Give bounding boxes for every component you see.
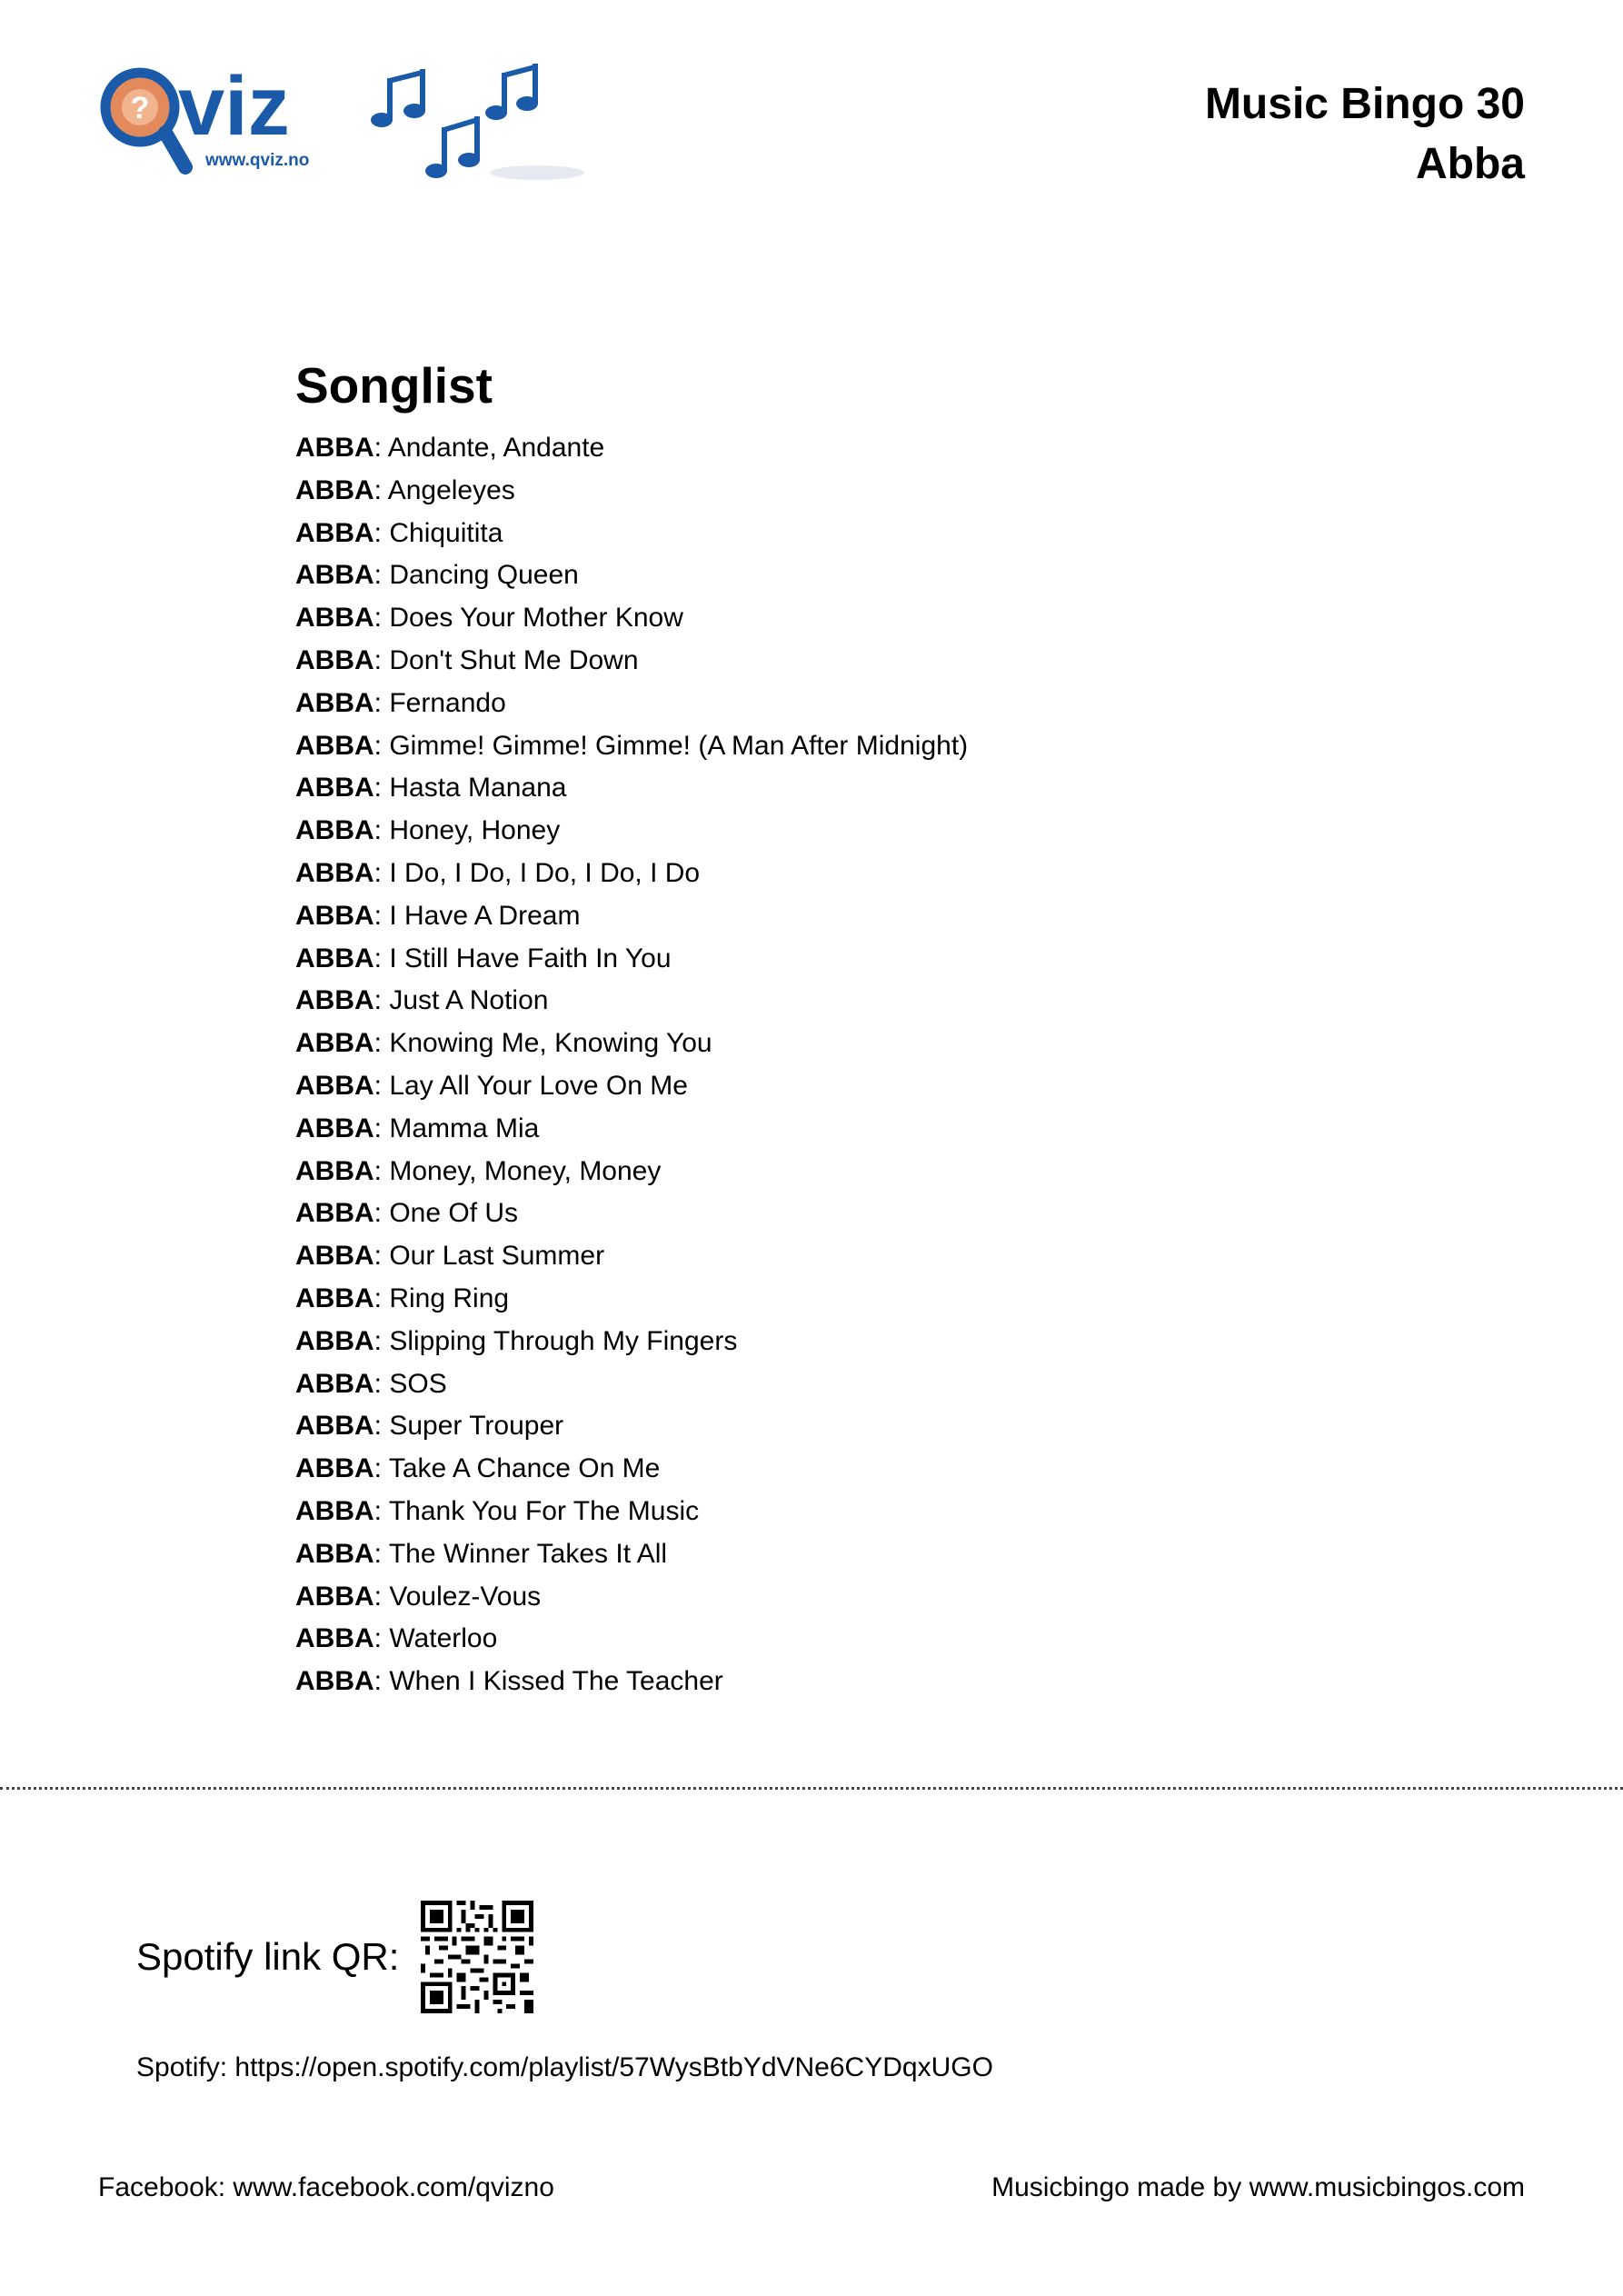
song-title: The Winner Takes It All [388, 1538, 668, 1569]
song-artist: ABBA [295, 985, 374, 1016]
song-title: Take A Chance On Me [388, 1453, 661, 1484]
song-title: Chiquitita [389, 517, 503, 548]
song-item: ABBA: Our Last Summer [295, 1241, 605, 1272]
song-item: ABBA: Voulez-Vous [295, 1581, 542, 1612]
song-title: I Do, I Do, I Do, I Do, I Do [389, 857, 701, 888]
song-title: Lay All Your Love On Me [389, 1070, 688, 1101]
song-artist: ABBA [295, 1411, 374, 1442]
songlist-section [295, 353, 1386, 1703]
svg-text:?: ? [130, 91, 150, 125]
song-artist: ABBA [295, 1623, 374, 1654]
song-list [295, 427, 1386, 1703]
song-item: ABBA: Money, Money, Money [295, 1155, 662, 1186]
song-artist: ABBA [295, 1155, 374, 1186]
header-titles [1205, 75, 1525, 195]
qr-row [136, 1900, 533, 2013]
song-title: Does Your Mother Know [389, 603, 683, 634]
song-artist: ABBA [295, 1666, 374, 1697]
song-item: ABBA: I Still Have Faith In You [295, 943, 672, 973]
song-item: ABBA: One Of Us [295, 1198, 519, 1229]
song-item: ABBA: Just A Notion [295, 985, 549, 1016]
spotify-link[interactable]: Spotify: https://open.spotify.com/playlist/57WysBtbYdVNe6CYDqxUGO [136, 2052, 993, 2082]
song-title: Our Last Summer [389, 1241, 605, 1272]
song-item: ABBA: Angeleyes [295, 474, 515, 505]
song-title: SOS [389, 1368, 447, 1399]
song-title: Hasta Manana [389, 773, 567, 804]
song-artist: ABBA [295, 943, 374, 973]
logo-url-text: www.qviz.no [205, 151, 310, 170]
song-artist: ABBA [295, 857, 374, 888]
song-artist: ABBA [295, 773, 374, 804]
song-title: One Of Us [389, 1198, 519, 1229]
song-item: ABBA: Andante, Andante [295, 433, 605, 463]
song-artist: ABBA [295, 1538, 374, 1569]
song-title: Mamma Mia [389, 1113, 540, 1143]
song-item: ABBA: Does Your Mother Know [295, 603, 683, 634]
song-artist: ABBA [295, 1581, 374, 1612]
song-title: I Still Have Faith In You [389, 943, 672, 973]
song-item: ABBA: Waterloo [295, 1623, 498, 1654]
song-title: Honey, Honey [389, 815, 561, 846]
song-item: ABBA: Knowing Me, Knowing You [295, 1028, 712, 1059]
song-title: Dancing Queen [389, 560, 579, 591]
song-title: Andante, Andante [387, 433, 605, 463]
song-artist: ABBA [295, 517, 374, 548]
dotted-divider [0, 1787, 1623, 1790]
song-item: ABBA: I Do, I Do, I Do, I Do, I Do [295, 857, 701, 888]
song-item: ABBA: SOS [295, 1368, 447, 1399]
song-artist: ABBA [295, 1283, 374, 1313]
magnifier-q-icon [105, 73, 185, 167]
song-item: ABBA: Super Trouper [295, 1411, 564, 1442]
page-title: Music Bingo 30 [1204, 80, 1525, 128]
song-title: Gimme! Gimme! Gimme! (A Man After Midnight) [389, 730, 969, 761]
song-artist: ABBA [295, 433, 374, 463]
song-item: ABBA: I Have A Dream [295, 900, 581, 931]
song-artist: ABBA [295, 560, 374, 591]
song-title: When I Kissed The Teacher [389, 1666, 723, 1697]
song-item: ABBA: Hasta Manana [295, 773, 567, 804]
song-item: ABBA: Honey, Honey [295, 815, 561, 846]
song-title: Knowing Me, Knowing You [389, 1028, 712, 1059]
song-artist: ABBA [295, 1070, 374, 1101]
song-title: I Have A Dream [389, 900, 581, 931]
song-title: Ring Ring [389, 1283, 510, 1313]
song-artist: ABBA [295, 1198, 374, 1229]
song-title: Money, Money, Money [389, 1155, 662, 1186]
song-artist: ABBA [295, 1453, 374, 1484]
song-item: ABBA: Thank You For The Music [295, 1495, 700, 1526]
songlist-heading: Songlist [295, 357, 493, 414]
song-artist: ABBA [295, 603, 374, 634]
qr-label: Spotify link QR: [136, 1934, 400, 1978]
song-title: Fernando [389, 687, 506, 718]
song-item: ABBA: Ring Ring [295, 1283, 510, 1313]
song-item: ABBA: Take A Chance On Me [295, 1453, 661, 1484]
song-item: ABBA: Dancing Queen [295, 560, 579, 591]
credit-link[interactable]: Musicbingo made by www.musicbingos.com [991, 2172, 1525, 2202]
song-artist: ABBA [295, 644, 374, 675]
song-title: Super Trouper [389, 1411, 564, 1442]
song-item: ABBA: When I Kissed The Teacher [295, 1666, 723, 1697]
song-title: Voulez-Vous [389, 1581, 542, 1612]
logo-brand-text: viz [178, 60, 290, 153]
song-artist: ABBA [295, 1368, 374, 1399]
song-artist: ABBA [295, 1241, 374, 1272]
song-artist: ABBA [295, 687, 374, 718]
qviz-logo[interactable] [98, 60, 607, 196]
song-title: Just A Notion [389, 985, 549, 1016]
song-artist: ABBA [295, 1495, 374, 1526]
song-artist: ABBA [295, 1325, 374, 1356]
song-artist: ABBA [295, 730, 374, 761]
song-artist: ABBA [295, 1113, 374, 1143]
song-item: ABBA: Mamma Mia [295, 1113, 540, 1143]
song-item: ABBA: Don't Shut Me Down [295, 644, 639, 675]
song-item: ABBA: Lay All Your Love On Me [295, 1070, 688, 1101]
song-title: Thank You For The Music [388, 1495, 700, 1526]
song-item: ABBA: Chiquitita [295, 517, 503, 548]
song-artist: ABBA [295, 815, 374, 846]
song-item: ABBA: Slipping Through My Fingers [295, 1325, 738, 1356]
song-title: Waterloo [389, 1623, 498, 1654]
page-subtitle: Abba [1416, 140, 1525, 188]
song-artist: ABBA [295, 900, 374, 931]
song-item: ABBA: The Winner Takes It All [295, 1538, 668, 1569]
song-artist: ABBA [295, 474, 374, 505]
facebook-link[interactable]: Facebook: www.facebook.com/qvizno [98, 2172, 554, 2202]
song-title: Angeleyes [387, 474, 515, 505]
song-title: Don't Shut Me Down [389, 644, 639, 675]
music-notes-icon [371, 64, 584, 180]
song-artist: ABBA [295, 1028, 374, 1059]
song-item: ABBA: Fernando [295, 687, 506, 718]
qr-code-icon[interactable] [421, 1901, 533, 2013]
song-item: ABBA: Gimme! Gimme! Gimme! (A Man After Midnight) [295, 730, 969, 761]
song-title: Slipping Through My Fingers [389, 1325, 738, 1356]
